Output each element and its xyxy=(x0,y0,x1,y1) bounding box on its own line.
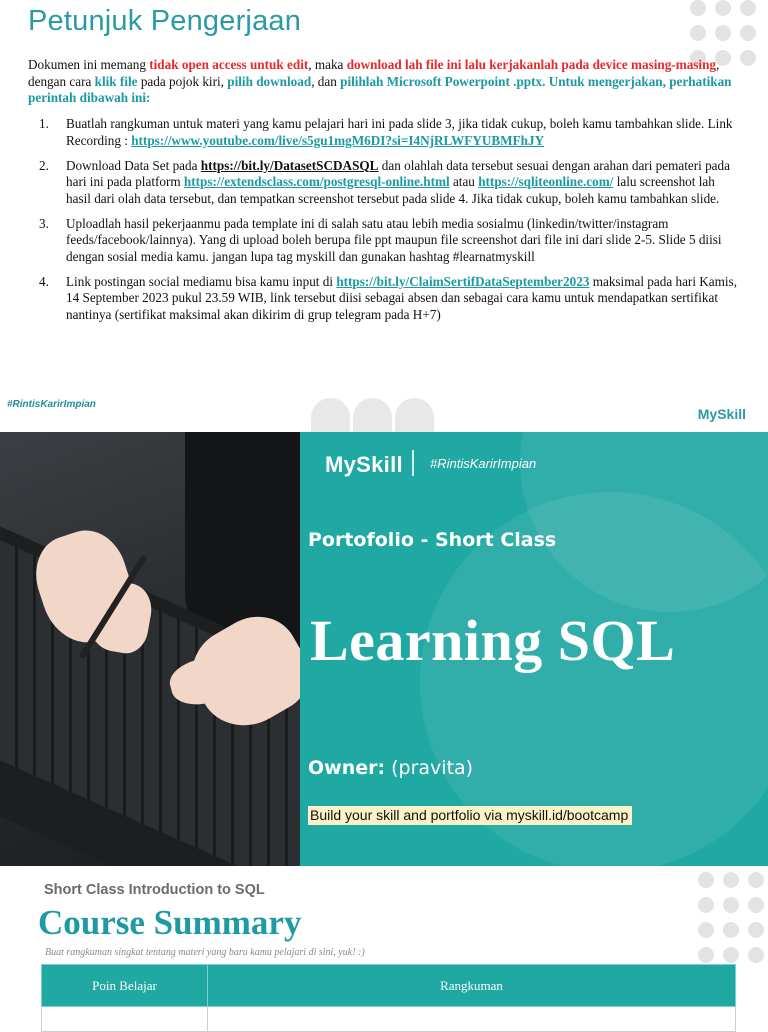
decorative-pill xyxy=(311,398,350,432)
instruction-step xyxy=(28,274,738,324)
step-text: dan olahlah data tersebut sesuai dengan arahan dari pemateri pada hari ini pada platform xyxy=(66,157,730,189)
decorative-pill xyxy=(353,398,392,432)
course-summary-slide xyxy=(0,866,768,1024)
step-text: Download Data Set pada xyxy=(66,157,201,173)
summary-title: Course Summary xyxy=(38,903,302,942)
step-number: 4. xyxy=(39,273,49,289)
myskill-logo: MySkill xyxy=(325,452,403,477)
decorative-pill xyxy=(395,398,434,432)
table-header-row xyxy=(42,965,736,1007)
instruction-step xyxy=(28,158,738,208)
owner-line xyxy=(308,757,473,779)
strip-tagline: #RintisKarirImpian xyxy=(7,399,96,410)
step-number: 1. xyxy=(39,116,49,131)
instruction-step xyxy=(28,216,738,266)
cover-tagline: #RintisKarirImpian xyxy=(430,456,537,471)
sqliteonline-link[interactable]: https://sqliteonline.com/ xyxy=(478,174,614,189)
step-number: 2. xyxy=(39,157,49,173)
step-text: Uploadlah hasil pekerjaanmu pada template ini di salah satu atau lebih media sosialmu (linkedin/twitter/instagram feeds/facebook/lainnya). Yang di upload boleh berupa file ppt maupun file screenshot dari file ini dari slide 2-5. Slide 5 diisi dengan sosial media kamu. jangan lupa tag myskill dan gunakan hashtag #learnatmyskill xyxy=(66,215,722,264)
decorative-dot-grid xyxy=(698,872,764,963)
cover-title: Learning SQL xyxy=(310,608,676,673)
intro-text: pada pojok kiri, xyxy=(137,73,228,89)
instruction-step xyxy=(28,116,738,149)
intro-text: , maka xyxy=(308,57,347,72)
table-cell[interactable] xyxy=(208,1007,736,1032)
myskill-logo: MySkill xyxy=(697,406,746,422)
intro-warning: tidak open access untuk edit xyxy=(149,57,309,72)
step-text: Link postingan social mediamu bisa kamu input di xyxy=(66,273,337,289)
recording-link[interactable]: https://www.youtube.com/live/s5gu1mgM6DI?si=I4NjRLWFYUBMFhJY xyxy=(131,132,545,148)
column-header: Poin Belajar xyxy=(42,965,208,1007)
intro-highlight: pilih download xyxy=(227,73,312,89)
table-row xyxy=(42,1007,736,1032)
step-text: Buatlah rangkuman untuk materi yang kamu pelajari hari ini pada slide 3, jika tidak cukup, boleh kamu tambahkan slide. Link Recording : xyxy=(66,116,733,148)
instructions-intro xyxy=(28,57,736,107)
laptop-photo xyxy=(0,432,300,866)
instructions-title: Petunjuk Pengerjaan xyxy=(28,5,302,37)
cover-slide xyxy=(0,432,768,866)
logo-separator xyxy=(412,450,414,476)
intro-text: , dan xyxy=(311,73,341,89)
column-header: Rangkuman xyxy=(208,965,736,1007)
intro-text: Dokumen ini memang xyxy=(28,57,150,72)
dataset-link[interactable]: https://bit.ly/DatasetSCDASQL xyxy=(200,157,379,173)
claim-certificate-link[interactable]: https://bit.ly/ClaimSertifDataSeptember2023 xyxy=(336,273,590,289)
intro-warning: download lah file ini lalu kerjakanlah pada device masing-masing xyxy=(346,57,717,72)
summary-table xyxy=(41,964,736,1032)
summary-hint: Buat rangkuman singkat tentang materi yang baru kamu pelajari di sini, yuk! :) xyxy=(45,947,365,958)
step-number: 3. xyxy=(39,215,49,231)
summary-pretitle: Short Class Introduction to SQL xyxy=(44,882,265,898)
instruction-steps xyxy=(28,116,738,332)
instructions-slide xyxy=(0,0,768,398)
step-text: maksimal pada hari Kamis, 14 September 2023 pukul 23.59 WIB, link tersebut diisi sebagai absen dan sebagai cara kamu untuk mendapatkan sertifikat nantinya (sertifikat maksimal akan dikirim di grup telegram pada H+7) xyxy=(66,273,738,322)
step-text: atau xyxy=(449,174,479,189)
intro-highlight: klik file xyxy=(94,73,138,89)
cover-subtitle: Portofolio - Short Class xyxy=(308,529,557,551)
intro-highlight: pilihlah Microsoft Powerpoint .pptx. Untuk mengerjakan, perhatikan perintah dibawah ini: xyxy=(28,73,732,105)
intro-text: , dengan cara xyxy=(28,57,720,89)
bootcamp-banner: Build your skill and portfolio via myskill.id/bootcamp xyxy=(308,806,632,825)
owner-label: Owner: xyxy=(308,757,386,779)
postgresql-online-link[interactable]: https://extendsclass.com/postgresql-online.html xyxy=(183,174,450,189)
step-text: lalu screenshot lah hasil dari olah data tersebut, dan tempatkan screenshot tersebut pada slide 4. Jika tidak cukup, boleh kamu tambahkan slide. xyxy=(66,174,720,206)
table-cell[interactable] xyxy=(42,1007,208,1032)
owner-value: (pravita) xyxy=(385,757,474,779)
